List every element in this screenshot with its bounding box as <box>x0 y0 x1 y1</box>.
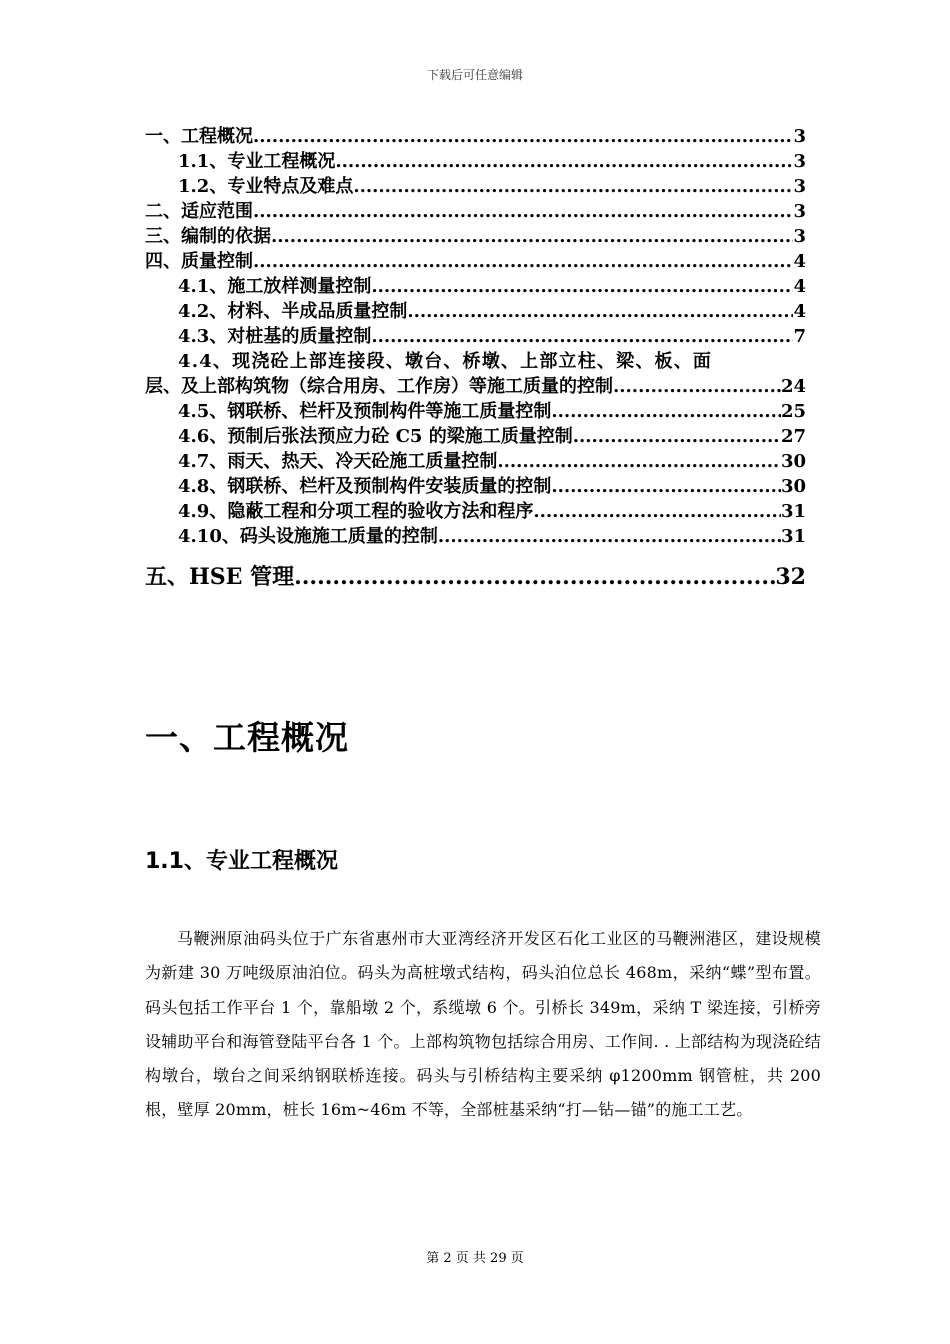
page-footer: 第 2 页 共 29 页 <box>426 1251 524 1266</box>
toc-entry-page: 7 <box>793 326 806 347</box>
toc-entry-page: 4 <box>793 276 806 297</box>
toc-entry-page: 3 <box>793 176 806 197</box>
toc-entry[interactable] <box>145 299 806 324</box>
toc-entry-page: 25 <box>780 401 806 422</box>
toc-entry-title: 一、工程概况 <box>145 126 253 147</box>
toc-entry-title: 层、及上部构筑物（综合用房、工作房）等施工质量的控制 <box>145 376 613 397</box>
toc-entry-title: 4.5、钢联桥、栏杆及预制构件等施工质量控制 <box>178 401 552 422</box>
toc-entry-title: 4.1、施工放样测量控制 <box>178 276 372 297</box>
toc-entry[interactable] <box>145 274 806 299</box>
toc-entry-title-line1: 4.4、现浇砼上部连接段、墩台、桥墩、上部立柱、梁、板、面 <box>178 351 713 372</box>
toc-entry-title: 1.1、专业工程概况 <box>178 151 336 172</box>
toc-entry-title: 二、适应范围 <box>145 201 253 222</box>
toc-entry[interactable] <box>145 324 806 349</box>
toc-entry-page: 3 <box>793 226 806 247</box>
toc-entry-page: 30 <box>780 476 806 497</box>
toc-entry[interactable] <box>145 562 806 592</box>
toc-entry-page: 4 <box>793 251 806 272</box>
toc-entry-title: 4.8、钢联桥、栏杆及预制构件安装质量的控制 <box>178 476 552 497</box>
toc-entry[interactable] <box>145 149 806 174</box>
toc-entry-page: 27 <box>780 426 806 447</box>
toc-entry-title: 四、质量控制 <box>145 251 253 272</box>
toc-entry[interactable] <box>145 174 806 199</box>
toc-entry[interactable] <box>145 124 806 149</box>
toc-entry[interactable] <box>145 199 806 224</box>
toc-entry-page: 31 <box>780 501 806 522</box>
toc-entry-page: 3 <box>793 151 806 172</box>
page-header: 下载后可任意编辑 <box>426 68 523 82</box>
toc-entry-title: 4.7、雨天、热天、冷天砼施工质量控制 <box>178 451 498 472</box>
toc-entry-page: 30 <box>780 451 806 472</box>
toc-entry-page: 3 <box>793 126 806 147</box>
toc-entry[interactable] <box>145 399 806 424</box>
subsection-heading: 1.1、专业工程概况 <box>145 849 338 874</box>
section-heading: 一、工程概况 <box>145 718 349 757</box>
toc-entry-title: 五、HSE 管理 <box>145 564 295 590</box>
toc-entry-page: 24 <box>780 376 806 397</box>
toc-entry-line1[interactable] <box>145 349 806 374</box>
toc-entry-title: 1.2、专业特点及难点 <box>178 176 354 197</box>
toc-entry-title: 4.2、材料、半成品质量控制 <box>178 301 408 322</box>
table-of-contents <box>145 124 806 592</box>
toc-entry-title: 4.6、预制后张法预应力砼 C5 的梁施工质量控制 <box>178 426 573 447</box>
body-paragraph: 马鞭洲原油码头位于广东省惠州市大亚湾经济开发区石化工业区的马鞭洲港区，建设规模为新建 30 万吨级原油泊位。码头为高桩墩式结构，码头泊位总长 468m，采纳“蝶”型布置。码头包括工作平台 1 个，靠船墩 2 个，系缆墩 6 个。引桥长 349m，采纳 T 梁连接，引桥旁设辅助平台和海管登陆平台各 1 个。上部构筑物包括综合用房、工作间. . 上部结构为现浇砼结构墩台，墩台之间采纳钢联桥连接。码头与引桥结构主要采纳 φ1200mm 钢管桩，共 200 根，壁厚 20mm，桩长 16m~46m 不等，全部桩基采纳“打—钻—锚”的施工工艺。 <box>145 929 821 1120</box>
toc-entry[interactable] <box>145 474 806 499</box>
toc-entry[interactable] <box>145 249 806 274</box>
toc-entry[interactable] <box>145 524 806 549</box>
toc-entry-title: 4.3、对桩基的质量控制 <box>178 326 372 347</box>
toc-entry-page: 4 <box>793 301 806 322</box>
toc-entry-page: 32 <box>775 564 806 590</box>
toc-entry[interactable] <box>145 374 806 399</box>
toc-entry[interactable] <box>145 449 806 474</box>
toc-entry[interactable] <box>145 499 806 524</box>
toc-entry[interactable] <box>145 424 806 449</box>
toc-entry[interactable] <box>145 224 806 249</box>
toc-entry-title: 4.10、码头设施施工质量的控制 <box>178 526 438 547</box>
toc-entry-page: 3 <box>793 201 806 222</box>
toc-entry-page: 31 <box>780 526 806 547</box>
toc-entry-title: 4.9、隐蔽工程和分项工程的验收方法和程序 <box>178 501 534 522</box>
toc-entry-title: 三、编制的依据 <box>145 226 271 247</box>
